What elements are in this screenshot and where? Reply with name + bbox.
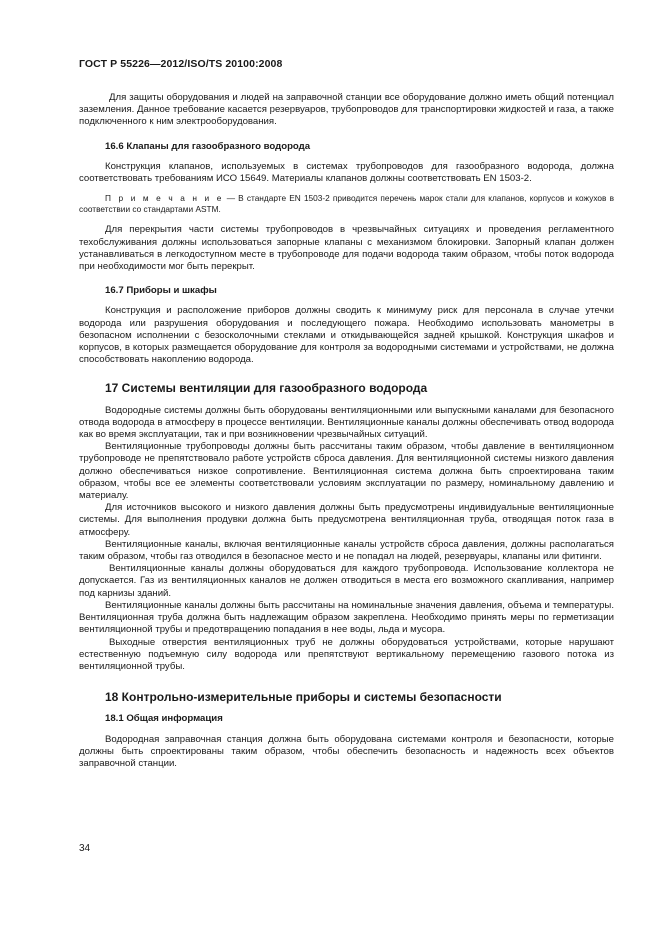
section-18-1-heading: 18.1 Общая информация xyxy=(105,713,223,725)
section-16-6-heading: 16.6 Клапаны для газообразного водорода xyxy=(105,140,311,152)
section-17-paragraph-3: Для источников высокого и низкого давления должны быть предусмотрены индивидуальные вентиляционные системы. Для выполнения продувки должна быть предусмотрена вентиляционная труба, отводящая поток газа в атмосферу. xyxy=(79,502,614,538)
note-text: — В стандарте EN 1503-2 приводится перечень марок стали для клапанов, корпусов и кожухов в соответствии со стандартами ASTM. xyxy=(79,193,614,214)
section-18-heading: 18 Контрольно-измерительные приборы и системы безопасности xyxy=(105,690,502,705)
note-label: П р и м е ч а н и е xyxy=(105,193,224,204)
section-18-1-paragraph-1: Водородная заправочная станция должна быть оборудована системами контроля и безопасности, которые должны быть спроектированы таким образом, чтобы обеспечить безопасность и надежность всех объектов заправочной станции. xyxy=(79,733,614,769)
section-16-6-note xyxy=(79,193,614,214)
page-number: 34 xyxy=(79,843,91,854)
section-16-7-heading: 16.7 Приборы и шкафы xyxy=(105,285,217,297)
section-17-paragraph-2: Вентиляционные трубопроводы должны быть рассчитаны таким образом, чтобы давление в вентиляционном трубопроводе не препятствовало работе устройств сброса давления. Для вентиляционной системы низкого давления должно обеспечиваться низкое сопротивление. Вентиляционная система должна быть спроектирована таким образом, чтобы все ее элементы соответствовали условиям эксплуатации по размеру, номинальному давлению и материалу. xyxy=(79,441,614,502)
section-17-paragraph-1: Водородные системы должны быть оборудованы вентиляционными или выпускными каналами для безопасного отвода водорода в атмосферу в процессе вентиляции. Вентиляционные каналы должны обеспечивать отвод водорода как во время эксплуатации, так и при возникновении чрезвычайных ситуаций. xyxy=(79,404,614,441)
section-16-7-paragraph-1: Конструкция и расположение приборов должны сводить к минимуму риск для персонала в случае утечки водорода или разрушения оборудования и последующего пожара. Необходимо использовать манометры в безопасном исполнении с безосколочными стеклами и откидывающейся задней крышкой. Конструкция шкафов и корпусов, в которых размещается оборудование для контроля за водородными системами и устройствами, не должна способствовать накоплению водорода. xyxy=(79,305,614,366)
document-body xyxy=(79,92,614,770)
section-17-paragraph-7: Выходные отверстия вентиляционных труб не должны оборудоваться устройствами, которые нарушают естественную подъемную силу водорода или препятствуют вертикальному перемещению газового потока из вентиляционной трубы. xyxy=(79,636,614,672)
section-17-paragraph-5: Вентиляционные каналы должны оборудоваться для каждого трубопровода. Использование коллектора не допускается. Газ из вентиляционных каналов не должен отводиться в места его возможного скапливания, например под карнизы зданий. xyxy=(79,563,614,599)
document-header: ГОСТ Р 55226—2012/ISO/TS 20100:2008 xyxy=(79,58,283,70)
section-17-heading: 17 Системы вентиляции для газообразного водорода xyxy=(105,381,428,396)
section-17-paragraph-6: Вентиляционные каналы должны быть рассчитаны на номинальные значения давления, объема и температуры. Вентиляционная труба должна быть надлежащим образом закреплена. Необходимо принять меры по герметизации вентиляционной трубы и предотвращению попадания в нее воды, льда и мусора. xyxy=(79,599,614,636)
section-16-6-paragraph-2: Для перекрытия части системы трубопроводов в чрезвычайных ситуациях и проведения регламентного техобслуживания должны использоваться запорные клапаны с механизмом блокировки. Запорный клапан должен устанавливаться в легкодоступном месте в трубопроводе для подачи водорода таким образом, чтобы поток водорода при необходимости мог быть перекрыт. xyxy=(79,224,614,273)
section-17-paragraph-4: Вентиляционные каналы, включая вентиляционные каналы устройств сброса давления, должны располагаться таким образом, чтобы газ отводился в безопасное место и не попадал на людей, резервуары, клапаны или фитинги. xyxy=(79,538,614,563)
section-16-6-paragraph-1: Конструкция клапанов, используемых в системах трубопроводов для газообразного водорода, должна соответствовать требованиям ИСО 15649. Материалы клапанов должны соответствовать EN 1503-2. xyxy=(79,160,614,185)
intro-paragraph: Для защиты оборудования и людей на заправочной станции все оборудование должно иметь общий потенциал заземления. Данное требование касается резервуаров, трубопроводов для транспортировки жидкостей и газа, а также подключенного к ним электрооборудования. xyxy=(79,92,614,128)
